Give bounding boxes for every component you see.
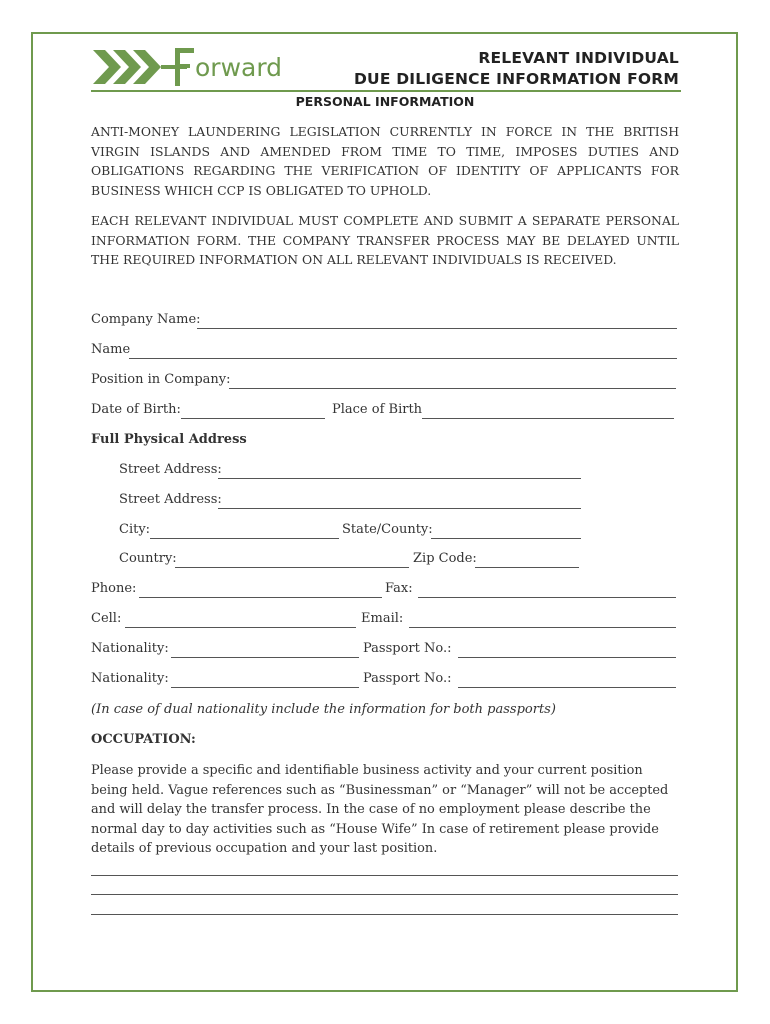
passport1-field[interactable] (458, 657, 676, 658)
street2-row (119, 492, 583, 512)
nationality1-row (91, 641, 679, 661)
header-rule (91, 90, 681, 92)
name-row (91, 342, 679, 362)
cell-field[interactable] (125, 627, 356, 628)
intro-paragraph-2: EACH RELEVANT INDIVIDUAL MUST COMPLETE AND SUBMIT A SEPARATE PERSONAL INFORMATION FORM. THE COMPANY TRANSFER PROCESS MAY BE DELAYED UNTIL THE REQUIRED INFORMATION ON ALL RELEVANT INDIVIDUALS IS RECEIVED. (91, 213, 679, 268)
fax-label: Fax: (385, 581, 413, 596)
place-of-birth-field[interactable] (422, 418, 674, 419)
passport2-field[interactable] (458, 687, 676, 688)
phone-label: Phone: (91, 581, 137, 596)
occupation-line-3[interactable] (91, 914, 678, 915)
nationality1-label: Nationality: (91, 641, 169, 656)
street2-field[interactable] (218, 508, 581, 509)
logo-wordmark: orward (195, 53, 283, 82)
address-heading: Full Physical Address (91, 432, 247, 447)
form-title (354, 48, 679, 90)
passport2-label: Passport No.: (363, 671, 452, 686)
dob-label: Date of Birth: (91, 402, 181, 417)
country-field[interactable] (175, 567, 409, 568)
section-heading: PERSONAL INFORMATION (295, 94, 475, 109)
name-field[interactable] (129, 358, 677, 359)
occupation-line-1[interactable] (91, 875, 678, 876)
nationality1-field[interactable] (171, 657, 359, 658)
company-name-label: Company Name: (91, 312, 201, 327)
passport1-label: Passport No.: (363, 641, 452, 656)
phone-row (91, 581, 679, 601)
form-title-line2: DUE DILIGENCE INFORMATION FORM (353, 70, 679, 88)
city-field[interactable] (150, 538, 339, 539)
occupation-heading: OCCUPATION: (91, 732, 196, 747)
birth-row (91, 402, 679, 422)
position-row (91, 372, 679, 392)
nationality2-field[interactable] (171, 687, 359, 688)
state-label: State/County: (342, 522, 433, 537)
dual-nationality-note: (In case of dual nationality include the information for both passports) (91, 702, 556, 717)
company-name-row (91, 312, 679, 332)
occupation-instructions: Please provide a specific and identifiable business activity and your current position being held. Vague references such as “Businessman” or “Manager” will not be accepted and will delay the transfer process. In the case of no employment please describe the normal day to day activities such as “House Wife” In case of retirement please provide details of previous occupation and your last position. (91, 763, 669, 857)
phone-field[interactable] (139, 597, 382, 598)
form-title-line1: RELEVANT INDIVIDUAL (478, 49, 679, 67)
city-label: City: (119, 522, 151, 537)
state-field[interactable] (431, 538, 581, 539)
cell-label: Cell: (91, 611, 122, 626)
forward-logo-mark (91, 46, 321, 88)
city-row (119, 522, 583, 542)
street1-row (119, 462, 583, 482)
nationality2-label: Nationality: (91, 671, 169, 686)
email-label: Email: (361, 611, 404, 626)
street1-label: Street Address: (119, 462, 222, 477)
street1-field[interactable] (218, 478, 581, 479)
fax-field[interactable] (418, 597, 676, 598)
dob-field[interactable] (181, 418, 325, 419)
intro-paragraph-1: ANTI-MONEY LAUNDERING LEGISLATION CURRENTLY IN FORCE IN THE BRITISH VIRGIN ISLANDS AND AMENDED FROM TIME TO TIME, IMPOSES DUTIES AND OBLIGATIONS REGARDING THE VERIFICATION OF IDENTITY OF APPLICANTS FOR BUSINESS WHICH CCP IS OBLIGATED TO UPHOLD. (91, 124, 679, 198)
name-label: Name (91, 342, 131, 357)
forward-logo (91, 46, 321, 88)
nationality2-row (91, 671, 679, 691)
country-label: Country: (119, 551, 177, 566)
street2-label: Street Address: (119, 492, 222, 507)
country-row (119, 551, 583, 571)
cell-row (91, 611, 679, 631)
place-of-birth-label: Place of Birth (332, 402, 423, 417)
company-name-field[interactable] (197, 328, 677, 329)
zip-field[interactable] (475, 567, 579, 568)
position-field[interactable] (229, 388, 676, 389)
zip-label: Zip Code: (413, 551, 477, 566)
occupation-line-2[interactable] (91, 894, 678, 895)
email-field[interactable] (409, 627, 676, 628)
position-label: Position in Company: (91, 372, 231, 387)
